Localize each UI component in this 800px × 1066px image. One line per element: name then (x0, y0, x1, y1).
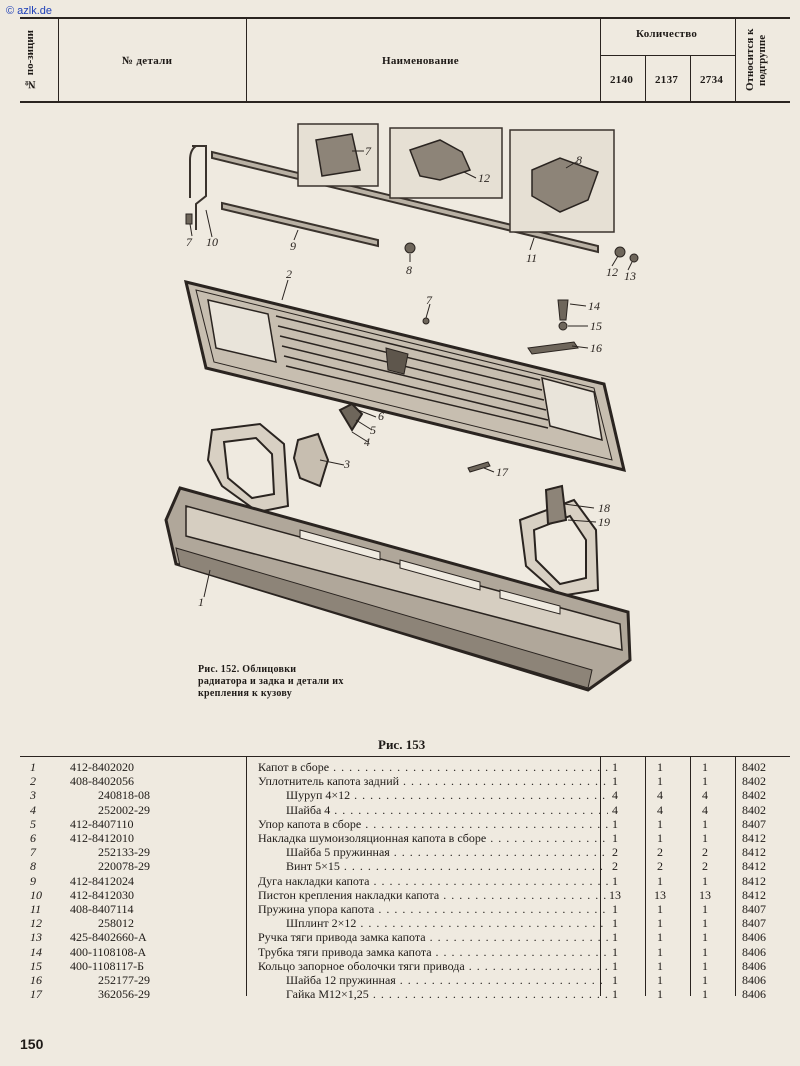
row-part-number: 412-8412024 (70, 873, 134, 888)
row-qty-1: 1 (612, 958, 618, 973)
callout-18: 18 (598, 501, 610, 515)
row-subgroup: 8407 (742, 916, 766, 931)
row-part-number: 412-8412010 (70, 831, 134, 845)
header-part-label: № детали (122, 55, 173, 67)
row-part-number: 252133-29 (98, 845, 150, 860)
row-name: Пружина упора капота . . . (258, 902, 608, 917)
table-row (0, 945, 800, 960)
row-part-number: 400-1108108-А (70, 944, 147, 959)
table-row (0, 888, 800, 903)
row-qty-3: 1 (702, 831, 708, 845)
callout-6: 6 (378, 409, 384, 423)
figure-caption: Рис. 152. Облицовки радиатора и задка и детали их крепления к кузову (198, 664, 344, 699)
row-qty-2: 4 (657, 802, 663, 817)
row-position: 13 (30, 930, 42, 945)
row-qty-3: 2 (702, 859, 708, 874)
row-position: 6 (30, 831, 36, 845)
table-row (0, 916, 800, 931)
table-top-rule (20, 756, 790, 757)
row-qty-3: 1 (702, 973, 708, 987)
headlamp-bracket-right (520, 486, 598, 596)
row-qty-1: 1 (612, 944, 618, 959)
row-subgroup: 8412 (742, 859, 766, 874)
row-qty-1: 1 (612, 760, 618, 774)
row-subgroup: 8402 (742, 788, 766, 803)
row-qty-2: 1 (657, 774, 663, 789)
row-subgroup: 8412 (742, 887, 766, 902)
row-subgroup: 8402 (742, 802, 766, 817)
callout-7c: 7 (426, 293, 432, 307)
row-name: Дуга накладки капота . . . (258, 874, 608, 889)
row-qty-3: 1 (702, 760, 708, 774)
callout-11: 11 (526, 251, 538, 265)
row-name: Шплинт 2×12 . . . (286, 916, 608, 931)
row-qty-3: 13 (699, 887, 711, 902)
row-subgroup: 8402 (742, 760, 766, 774)
row-name: Трубка тяги привода замка капота . . . (258, 945, 608, 960)
row-qty-2: 1 (657, 958, 663, 973)
row-name: Упор капота в сборе . . . (258, 817, 608, 832)
row-qty-2: 1 (657, 944, 663, 959)
row-position: 4 (30, 802, 36, 817)
row-qty-1: 2 (612, 845, 618, 860)
row-subgroup: 8407 (742, 816, 766, 831)
callout-15: 15 (590, 319, 602, 333)
row-qty-2: 1 (657, 987, 663, 1002)
callout-13: 13 (624, 269, 636, 283)
row-qty-1: 1 (612, 930, 618, 945)
callout-5: 5 (370, 423, 376, 437)
table-row (0, 973, 800, 988)
callout-7a: 7 (365, 144, 371, 158)
headlamp-bracket-left (208, 404, 362, 512)
row-name: Капот в сборе . . . (258, 760, 608, 775)
page-number: 150 (20, 1036, 44, 1052)
row-qty-3: 4 (702, 802, 708, 817)
row-qty-1: 4 (612, 802, 618, 817)
row-part-number: 220078-29 (98, 859, 150, 874)
row-part-number: 412-8402020 (70, 760, 134, 774)
row-subgroup: 8406 (742, 930, 766, 945)
table-row (0, 930, 800, 945)
row-name: Кольцо запорное оболочки тяги привода . . . (258, 959, 608, 974)
row-qty-1: 1 (612, 774, 618, 789)
table-row (0, 788, 800, 803)
row-subgroup: 8407 (742, 902, 766, 916)
row-part-number: 252002-29 (98, 802, 150, 817)
header-model-2: 2137 (655, 74, 679, 86)
row-subgroup: 8412 (742, 831, 766, 845)
row-name: Шайба 4 . . . (286, 803, 608, 818)
row-position: 7 (30, 845, 36, 860)
header-subgroup-label: Относится к подгруппе (744, 28, 768, 92)
callout-8b: 8 (406, 263, 412, 277)
row-qty-3: 4 (702, 788, 708, 803)
row-part-number: 408-8407114 (70, 902, 134, 916)
row-position: 1 (30, 760, 36, 774)
watermark-link[interactable]: © azlk.de (6, 5, 53, 17)
row-position: 17 (30, 987, 42, 1002)
row-qty-2: 1 (657, 973, 663, 987)
row-qty-3: 1 (702, 873, 708, 888)
callout-7b: 7 (186, 235, 192, 249)
row-qty-2: 1 (657, 930, 663, 945)
row-part-number: 408-8402056 (70, 774, 134, 789)
header-model-3: 2734 (700, 74, 724, 86)
header-pos-label: № по-зиции (24, 29, 36, 91)
row-position: 5 (30, 816, 36, 831)
table-row (0, 803, 800, 818)
row-qty-3: 2 (702, 845, 708, 860)
row-position: 10 (30, 887, 42, 902)
row-qty-2: 1 (657, 816, 663, 831)
header-model-1: 2140 (610, 74, 634, 86)
row-part-number: 412-8407110 (70, 816, 134, 831)
row-qty-1: 1 (612, 816, 618, 831)
row-qty-2: 1 (657, 831, 663, 845)
row-part-number: 412-8412030 (70, 887, 134, 902)
row-name: Шайба 12 пружинная . . . (286, 973, 608, 988)
callout-9: 9 (290, 239, 296, 253)
callout-12b: 12 (606, 265, 618, 279)
row-subgroup: 8406 (742, 944, 766, 959)
table-row (0, 959, 800, 974)
table-row (0, 831, 800, 846)
row-position: 14 (30, 944, 42, 959)
row-qty-3: 1 (702, 930, 708, 945)
row-qty-1: 1 (612, 873, 618, 888)
row-qty-2: 13 (654, 887, 666, 902)
row-qty-2: 2 (657, 845, 663, 860)
row-position: 2 (30, 774, 36, 789)
row-qty-3: 1 (702, 958, 708, 973)
callout-12a: 12 (478, 171, 490, 185)
row-qty-2: 1 (657, 760, 663, 774)
row-qty-3: 1 (702, 902, 708, 916)
table-row (0, 987, 800, 1002)
table-row (0, 817, 800, 832)
row-qty-1: 1 (612, 902, 618, 916)
table-row (0, 859, 800, 874)
row-qty-2: 2 (657, 859, 663, 874)
row-position: 3 (30, 788, 36, 803)
callout-1: 1 (198, 595, 204, 609)
row-qty-2: 1 (657, 916, 663, 931)
row-part-number: 252177-29 (98, 973, 150, 987)
header-name-label: Наименование (382, 55, 459, 67)
row-name: Ручка тяги привода замка капота . . . (258, 930, 608, 945)
callout-19: 19 (598, 515, 610, 529)
table-title: Рис. 153 (378, 737, 426, 752)
callout-14: 14 (588, 299, 600, 313)
row-qty-3: 1 (702, 916, 708, 931)
row-name: Шайба 5 пружинная . . . (286, 845, 608, 860)
row-name: Шуруп 4×12 . . . (286, 788, 608, 803)
row-subgroup: 8406 (742, 973, 766, 987)
row-qty-2: 1 (657, 873, 663, 888)
row-position: 8 (30, 859, 36, 874)
callout-10: 10 (206, 235, 218, 249)
row-qty-1: 1 (612, 987, 618, 1002)
row-position: 12 (30, 916, 42, 931)
callout-2: 2 (286, 267, 292, 281)
row-qty-1: 4 (612, 788, 618, 803)
callout-4: 4 (364, 435, 370, 449)
row-qty-2: 4 (657, 788, 663, 803)
table-row (0, 760, 800, 775)
row-subgroup: 8406 (742, 958, 766, 973)
row-qty-1: 2 (612, 859, 618, 874)
row-part-number: 240818-08 (98, 788, 150, 803)
row-position: 9 (30, 873, 36, 888)
row-position: 15 (30, 958, 42, 973)
row-name: Уплотнитель капота задний . . . (258, 774, 608, 789)
row-subgroup: 8412 (742, 873, 766, 888)
row-qty-1: 1 (612, 973, 618, 987)
table-row (0, 845, 800, 860)
callout-17: 17 (496, 465, 508, 479)
row-name: Гайка М12×1,25 . . . (286, 987, 608, 1002)
row-qty-3: 1 (702, 816, 708, 831)
row-subgroup: 8402 (742, 774, 766, 789)
row-part-number: 425-8402660-А (70, 930, 147, 945)
row-name: Накладка шумоизоляционная капота в сборе . . . (258, 831, 608, 846)
row-part-number: 400-1108117-Б (70, 958, 144, 973)
header-qty-label: Количество (636, 28, 698, 40)
row-subgroup: 8406 (742, 987, 766, 1002)
row-qty-3: 1 (702, 944, 708, 959)
row-name: Пистон крепления накладки капота . . . (258, 888, 608, 903)
table-row (0, 874, 800, 889)
row-qty-1: 13 (609, 887, 621, 902)
table-row (0, 902, 800, 917)
callout-8a: 8 (576, 153, 582, 167)
row-position: 11 (30, 902, 42, 916)
row-qty-3: 1 (702, 774, 708, 789)
row-qty-3: 1 (702, 987, 708, 1002)
row-subgroup: 8412 (742, 845, 766, 860)
row-part-number: 362056-29 (98, 987, 150, 1002)
row-position: 16 (30, 973, 42, 987)
row-name: Винт 5×15 . . . (286, 859, 608, 874)
table-row (0, 774, 800, 789)
callout-3: 3 (344, 457, 350, 471)
row-qty-1: 1 (612, 831, 618, 845)
row-part-number: 258012 (98, 916, 134, 931)
callout-16: 16 (590, 341, 602, 355)
row-qty-2: 1 (657, 902, 663, 916)
row-qty-1: 1 (612, 916, 618, 931)
